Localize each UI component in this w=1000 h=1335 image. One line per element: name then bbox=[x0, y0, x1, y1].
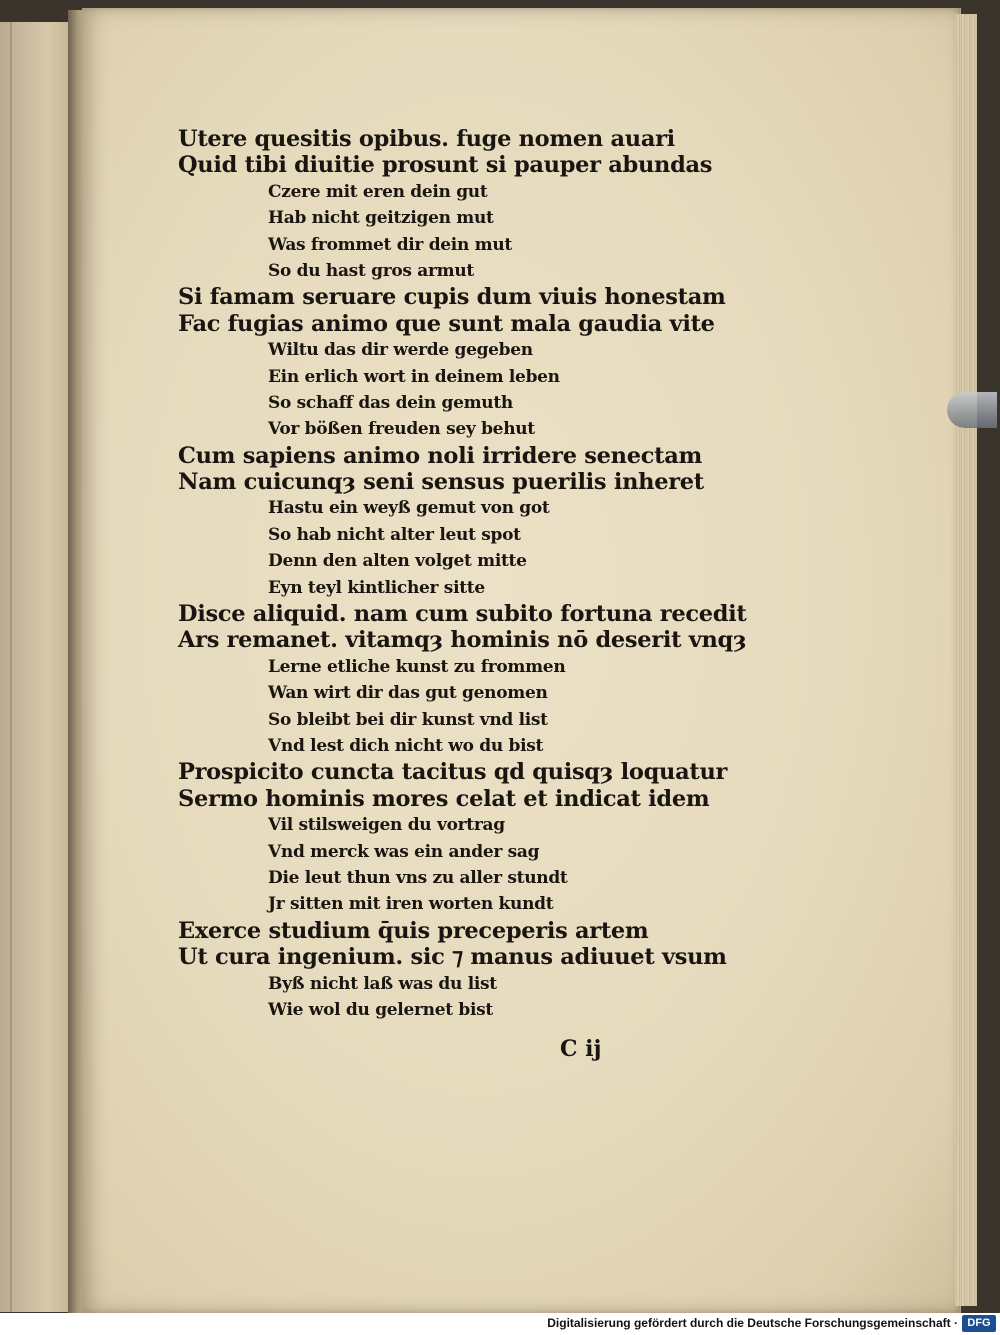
latin-verse-line: Ut cura ingenium. sic ⁊ manus adiuuet vsum bbox=[178, 944, 727, 971]
german-verse-line: Vor bößen freuden sey behut bbox=[268, 419, 535, 440]
latin-verse-line: Disce aliquid. nam cum subito fortuna recedit bbox=[178, 601, 747, 628]
footer-credit: Digitalisierung gefördert durch die Deutsche Forschungsgemeinschaft · bbox=[547, 1316, 958, 1330]
german-verse-line: Byß nicht laß was du list bbox=[268, 973, 497, 994]
footer-bar bbox=[0, 1313, 1000, 1335]
german-verse-line: Vnd merck was ein ander sag bbox=[268, 841, 540, 862]
latin-verse-line: Cum sapiens animo noli irridere senectam bbox=[178, 442, 703, 469]
latin-verse-line: Quid tibi diuitie prosunt si pauper abundas bbox=[178, 152, 713, 179]
german-verse-line: Vil stilsweigen du vortrag bbox=[268, 815, 505, 836]
german-verse-line: So du hast gros armut bbox=[268, 260, 474, 281]
latin-verse-line: Ars remanet. vitamqȝ hominis nō deserit vnqȝ bbox=[178, 627, 747, 654]
german-verse-line: Wie wol du gelernet bist bbox=[268, 999, 493, 1020]
latin-verse-line: Exerce studium q̄uis preceperis artem bbox=[178, 917, 649, 944]
german-verse-line: Jr sitten mit iren worten kundt bbox=[268, 894, 554, 915]
german-verse-line: Wiltu das dir werde gegeben bbox=[268, 340, 533, 361]
german-verse-line: So schaff das dein gemuth bbox=[268, 392, 513, 413]
german-verse-line: Hab nicht geitzigen mut bbox=[268, 208, 494, 229]
page-edges bbox=[955, 14, 977, 1306]
german-verse-line: Was frommet dir dein mut bbox=[268, 234, 512, 255]
dfg-logo: DFG bbox=[962, 1315, 996, 1332]
printed-text-block bbox=[178, 126, 747, 1023]
german-verse-line: Ein erlich wort in deinem leben bbox=[268, 366, 560, 387]
latin-verse-line: Prospicito cuncta tacitus qd quisqȝ loquatur bbox=[178, 759, 728, 786]
german-verse-line: Wan wirt dir das gut genomen bbox=[268, 683, 548, 704]
latin-verse-line: Si famam seruare cupis dum viuis honestam bbox=[178, 284, 726, 311]
german-verse-line: So bleibt bei dir kunst vnd list bbox=[268, 709, 548, 730]
german-verse-line: Eyn teyl kintlicher sitte bbox=[268, 577, 485, 598]
german-verse-line: Denn den alten volget mitte bbox=[268, 551, 527, 572]
latin-verse-line: Fac fugias animo que sunt mala gaudia vite bbox=[178, 310, 715, 337]
german-verse-line: Hastu ein weyß gemut von got bbox=[268, 498, 550, 519]
german-verse-line: Die leut thun vns zu aller stundt bbox=[268, 867, 568, 888]
german-verse-line: Lerne etliche kunst zu frommen bbox=[268, 656, 566, 677]
german-verse-line: So hab nicht alter leut spot bbox=[268, 524, 521, 545]
german-verse-line: Vnd lest dich nicht wo du bist bbox=[268, 735, 544, 756]
latin-verse-line: Utere quesitis opibus. fuge nomen auari bbox=[178, 126, 675, 152]
bookmark-tab bbox=[947, 392, 997, 428]
latin-verse-line: Sermo hominis mores celat et indicat idem bbox=[178, 785, 710, 812]
signature-mark: C ij bbox=[560, 1036, 602, 1062]
german-verse-line: Czere mit eren dein gut bbox=[268, 181, 488, 202]
latin-verse-line: Nam cuicunqȝ seni sensus puerilis inheret bbox=[178, 469, 704, 496]
